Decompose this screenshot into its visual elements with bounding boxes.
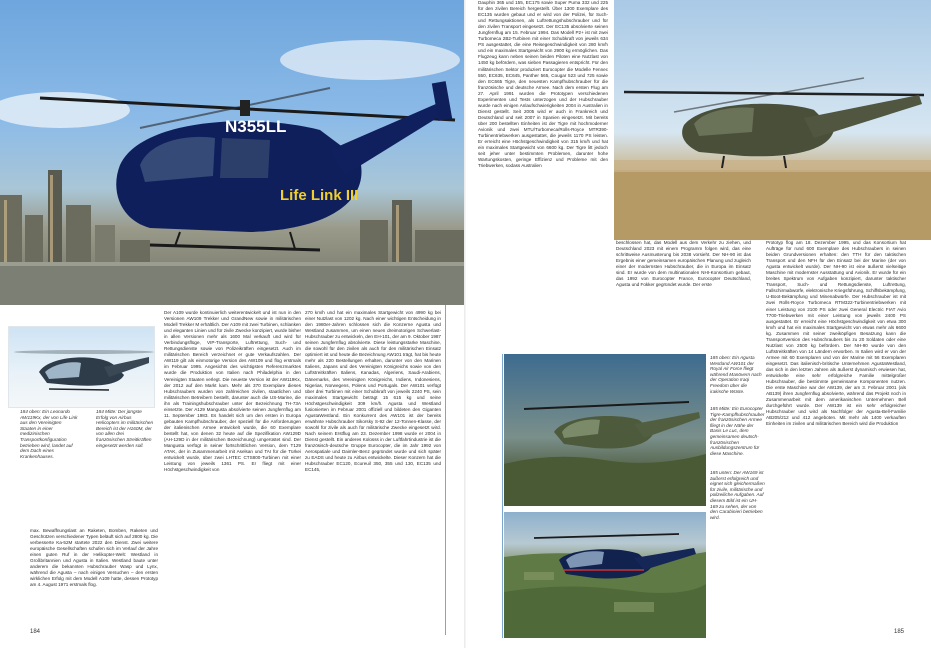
text-column-right-3: Prototyp flog am 18. Dezember 1995, und das Konsortium hat Aufträge für rund 600 Exemplare des Hubschraubers in seinen beiden Grundversionen erhalten: den TTH für den taktischen Transport und den NFH für den Einsatz bei der Marine (der von Agusta entwickelt wurde). Der NH-90 ist eine äußerst vielseitige Maschine mit modernster Ausstattung und Avionik. Er wurde für ein breites Spektrum von Aufgaben konzipiert, darunter taktischer Transport, Such- und Rettungsdienste, Luftrettung, Fallschirmabwürfe, elektronische Kriegsführung, Schiffsbekämpfung, U-Boot-Bekämpfung und Minenabwürfe. Der Hubschrauber ist mit zwei Rolls-Royce Turbomeca RTM322-Turbinentriebwerken mit einer Leistung von 2100 PS oder zwei General Electric FIAT Avio T700-Triebwerken mit einer Leistung von jeweils 2400 PS ausgestattet. Er erreicht eine Höchstgeschwindigkeit von etwa 300 km/h und hat ein maximales Startgewicht von etwas mehr als 6600 kg. Zusammen mit seiner zweiköpfigen Besatzung kann die Transportversion des Hubschraubers bis zu 20 Soldaten oder eine Nutzlast von 2500 kg befördern. Der NH-90 wurde von den Luftstreitkräften von 14 Ländern erworben. In Italien wird er von der Armee mit 60 Exemplaren und von der Marine mit 56 Exemplaren eingesetzt. Das italienisch-britische Unternehmen AgustaWestland, das sich in den letzten Jahren als äußerst dynamisch erwiesen hat, entwickelte eine sehr erfolgreiche Familie mittelgroßer Hubschrauber, die bestimmte gemeinsame Komponenten nutzen. Die erste Maschine war der AW139, der am 3. Februar 2001 (als AB139) ihren Jungfernflug absolvierte, während das Projekt noch in Zusammenarbeit mit dem amerikanischen Unternehmen Bell durchgeführt wurde. Der AW139 ist ein sehr erfolgreicher Hubschrauber und wird als Nachfolger der Agusta-Bell-Familie AB205/212 und 412 angeboten. Mit mehr als 1400 verkauften Einheiten im zivilen und militärischen Bereich wird die Produktion bbox=[766, 240, 906, 427]
caption-184-mitte: 184 Mitte: Der jüngste Erfolg von Airbus Helicopters im militärischen Bereich ist der H160M, der von allen drei französischen Streitkräften eingesetzt werden soll. bbox=[96, 409, 154, 448]
life-link-helicopter-illustration bbox=[0, 0, 465, 305]
page-left bbox=[0, 0, 465, 648]
page-right bbox=[466, 0, 931, 648]
text-column-right-1: Dauphin 365 und 155, EC175 sowie Super Puma 332 und 225 für den zivilen Bereich hergestellt. Über 1300 Exemplare des EC135 wurden gebaut und er wird von der Polizei, für Such- und Rettungsaktionen, als Luftrettungshubschrauber und für den zivilen Transport eingesetzt. Der EC135 absolvierte seinen Jungfernflug am 15. Februar 1994. Das Modell P2+ ist mit zwei Turbomeca 2B2-Turbinen mit einer Schubkraft von jeweils 634 PS ausgestattet, die eine Reisegeschwindigkeit von 280 km/h und ein maximales Startgewicht von 2900 kg ermöglichen. Das Flugzeug kann neben seinen beiden Piloten eine Nutzlast von 1450 kg befördern, was sieben Passagieren entspricht. Für den militärischen Sektor produziert Eurocopter die Modelle Fennec 550, EC635, EC645, Panther 565, Cougar 523 und 725 sowie den EC665 Tigre, den neuesten Kampfhubschrauber für die französische und deutsche Armee. Nach dem ersten Flug am 27. April 1991 wurden die Prototypen verschiedenen Experimenten und Tests unterzogen und der Hubschrauber wurde nach einigen Anlaufschwierigkeiten 2004 in Australien in Dienst gestellt. Seit 2005 wird er auch in Frankreich und Deutschland und seit 2007 in Spanien eingesetzt. Mit bereits über 200 bestellten Einheiten ist der Tigre mit hochmoderner Avionik und zwei MTU/Turbomeca/Rolls-Royce MTR390-Turbinentriebwerken ausgestattet, die jeweils 1170 PS leisten. Er erreicht eine Höchstgeschwindigkeit von 315 km/h und hat ein maximales Startgewicht von 6600 kg. Der Tigre litt jedoch seit jeher unter bestimmten Problemen, darunter hohe Wartungskosten, geringe Effizienz und Probleme mit den Triebwerken, sodass Australien bbox=[478, 0, 608, 169]
text-column-left-3: 270 km/h und hat ein maximales Startgewicht von 4990 kg bei einer Nutzlast von 1202 kg. Nach einer wichtigen Entscheidung in den 1980er-Jahren schlossen sich die Konzerne Agusta und Westland zusammen, um einen neuen dreimotorigen Schwerlast-Hubschrauber zu entwickeln, den EH-101, der am 9. Oktober 1987 seinen Jungfernflug absolvierte. Diese leistungsstarke Maschine, die sowohl für den zivilen als auch für den militärischen Einsatz optimiert ist und heute die Bezeichnung AW101 trägt, hat bis heute mehr als 220 Bestellungen erhalten, darunter von den Marinen Italiens, Japans und des Vereinigten Königreichs sowie von den Luftstreitkräften Italiens, Kanadas, Algeriens, Saudi-Arabiens, Dänemarks, des Vereinigten Königreichs, Indiens, Indonesiens, Nigerias, Norwegens, Polens und Portugals. Der AW101 verfügt über drei Turbinen mit einer Schubkraft von jeweils 2240 PS, sein maximales Startgewicht beträgt 15 615 kg und seine Höchstgeschwindigkeit 309 km/h. Agusta und Westland fusionierten im Februar 2001 offiziell und bildeten den Giganten AgustaWestland. Ein Konkurrent des AW101 ist der bereits erwähnte Hubschrauber Sikorsky S-92 der 12-Tonnen-Klasse, der sowohl für zivile als auch für militärische Zwecke eingesetzt wird. Nach seinem Erstflug am 23. Dezember 1998 wurde er 2004 in Dienst gestellt. Ein anderes Kolosss in der Luftfahrtindustrie ist die französisch-deutsche Gruppe Eurocopter, die im Jahr 1992 von Aerospatiale und Daimler-Benz gegründet wurde und sich später zu EADS und heute zu Airbus entwickelte. Dieser Konzern hat die Hubschrauber EC120, Ecureuil 350, 355 und 130, EC135 und EC145, bbox=[305, 310, 441, 473]
h160m-illustration bbox=[9, 327, 154, 407]
caption-185-mitte: 185 Mitte: Ein Eurocopter Tigre-Kampfhubschrauber der französischen Armee fliegt in der Nähe der Basis Le Luc, dem gemeinsamen deutsch-französischen Ausbildungszentrum für diese Maschine. bbox=[710, 406, 765, 456]
divider-line-right bbox=[502, 354, 503, 638]
tigre-illustration bbox=[504, 354, 706, 506]
text-column-left-2: Der A109 wurde kontinuierlich weiterentwickelt und ist nun in den Versionen AW109 Trekker und GrandNew sowie in militärischen Modell Trekker M erhältlich. Der A109 mit zwei Turbinen, schlanken und eleganten Linien und für zivile Zwecke konzipiert, wurde bisher in allen Versionen mehr als 1600 Mal verkauft und wird für Verbindungsflüge, VIP-Transporte, Luftrettung, Such- und Rettungsdienste sowie von Polizeikräften eingesetzt. Auch im militärischen Bereich verzeichnet er gute Verkaufszahlen. Der AW119 gilt als einmotorige Version des AW109 und flog erstmals im Februar 1995. Angesichts des wichtigsten Referenzmarktes wurde die Produktion von Italien nach Philadelphia in den Vereinigten Staaten verlegt. Die neueste Version ist der AW119Kx, der 2012 auf den Markt kam. Mehr als 370 Exemplare dieses Hubschraubers wurden von zahlreichen zivilen, staatlichen und militärischen Betreibern bestellt, darunter auch die US-Marine, die ihn als Trainingshubschrauber unter der Bezeichnung TH-73A einsetzte. Der A129 Mangusta absolvierte seinen Jungfernflug am 11. September 1983. Es handelt sich um den ersten in Europa gebauten Kampfhubschrauber, der speziell für die Anforderungen der italienischen Armee entwickelt wurde, die 60 Exemplare bestellt hat, von denen 32 heute auf die Spezifikation AW129D (AH-129D in der militärischen Bezeichnung) umgerüstet sind. Der Mangusta verfügt in seiner fortschrittlichen Version, dem T129 ATAK, der in Zusammenarbeit mit Aselsan und TAI für die Türkei entwickelt wurde, über zwei LHTEC CTS800-Turbinen mit einer Leistung von jeweils 1361 PS. Er fliegt mit einer Höchstgeschwindigkeit von bbox=[164, 310, 301, 473]
caption-184-oben: 184 oben: Ein Leonardo AW119Kx, der von Life Link aus den Vereinigten Staaten in einer medizinischen Transportkonfiguration betrieben wird, landet auf dem Dach eines Krankenhauses. bbox=[20, 409, 78, 459]
photo-aw101-desert bbox=[614, 0, 931, 240]
registration-text: N355LL bbox=[225, 117, 287, 136]
caption-185-unten: 185 unten: Der AW169 ist äußerst erfolgreich und eignet sich gleichermaßen für zivile, militärische und polizeiliche Aufgaben. Auf diesem Bild ist ein UH-169 zu sehen, der von den Carabinieri betrieben wird. bbox=[710, 470, 765, 520]
aw169-illustration bbox=[504, 512, 706, 638]
photo-h160m bbox=[8, 326, 155, 408]
page-number-left: 184 bbox=[30, 629, 41, 635]
divider-line-left bbox=[445, 305, 446, 635]
photo-tigre bbox=[504, 354, 706, 506]
text-column-left-1: max. Bewaffnungslast an Raketen, Bomben, Raketen und Geschützen verschiedener Typen beläuft sich auf 2800 kg. Die verbesserte Ka-52M startete 2022 den Dienst. Zwei weitere europäische Gesellschaften schufen sich im Verlauf der Jahre einen guten Ruf in der Helikopter-Welt: Westland in Großbritannien und Agusta in Italien. Westland baute unter anderem die bekannten Hubschrauber Wasp und Lynx, während die Agusta – nach einigen Versuchen – den ersten wirklichen Erfolg mit dem Modell A109 hatte, dessen Prototyp am 4. August 1971 erstmals flog. bbox=[30, 528, 158, 588]
photo-aw169-carabinieri bbox=[504, 512, 706, 638]
caption-185-oben: 185 oben: Ein Agusta Westland AW101 der Royal Air Force fliegt während Manövern nach der Operation Iraqi Freedom über die irakische Wüste. bbox=[710, 355, 762, 394]
photo-life-link-helicopter bbox=[0, 0, 465, 305]
aw101-illustration bbox=[614, 0, 931, 240]
page-number-right: 185 bbox=[894, 629, 905, 635]
life-link-logo-text: Life Link III bbox=[280, 187, 359, 204]
text-column-right-2: beschlossen hat, das Modell aus dem Verkehr zu ziehen, und Deutschland 2023 mit einem Programm folgen wird, das eine schrittweise Ausmusterung bis 2038 vorsieht. Der NH-90 ist das Ergebnis einer gemeinsamen europäischen Planung und zugleich einer der modernsten Hubschrauber, die in Europa im Einsatz sind. Er wurde von dem multinationalen NHI-Konsortium gebaut, das 1992 von Eurocopter France, Eurocopter Deutschland, Agusta und Fokker gegründet wurde. Der erste bbox=[616, 240, 751, 288]
